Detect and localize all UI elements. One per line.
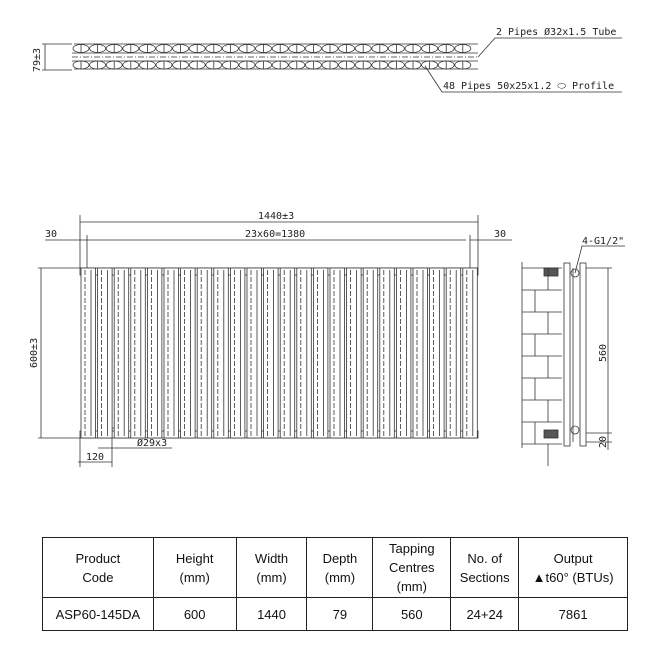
radiator-section (363, 268, 378, 438)
table-cell: 24+24 (451, 598, 519, 631)
side-bottom-dimension: 20 (598, 435, 609, 448)
radiator-section (463, 268, 478, 438)
connection-label: 4-G1/2" (582, 236, 625, 247)
column-header: Product Code (43, 538, 154, 598)
radiator-section (347, 268, 362, 438)
column-header: Tapping Centres (mm) (373, 538, 451, 598)
radiator-section (430, 268, 445, 438)
radiator-section (230, 268, 245, 438)
radiator-section (264, 268, 279, 438)
radiator-section (396, 268, 411, 438)
radiator-section (313, 268, 328, 438)
pitch-dimension: 23x60=1380 (245, 229, 306, 240)
radiator-section (297, 268, 312, 438)
tapping-dimension: 560 (598, 343, 609, 362)
table-header-row (43, 538, 628, 598)
radiator-section (280, 268, 295, 438)
column-header: Width (mm) (236, 538, 307, 598)
radiator-section (330, 268, 345, 438)
radiator-section (413, 268, 428, 438)
table-cell: 560 (373, 598, 451, 631)
radiator-section (114, 268, 129, 438)
radiator-section (247, 268, 262, 438)
radiator-section (81, 268, 96, 438)
height-dimension: 600±3 (29, 337, 40, 368)
tube-label: 2 Pipes Ø32x1.5 Tube (496, 27, 617, 38)
profile-label: 48 Pipes 50x25x1.2 ⬭ Profile (443, 81, 615, 92)
depth-dimension: 79±3 (32, 47, 43, 72)
column-header: Output ▲t60° (BTUs) (519, 538, 628, 598)
table-cell: ASP60-145DA (43, 598, 154, 631)
radiator-section (197, 268, 212, 438)
radiator-section (98, 268, 113, 438)
right-offset-dimension: 30 (494, 229, 507, 240)
table-row (43, 598, 628, 631)
left-offset-dimension: 30 (45, 229, 58, 240)
pipe-dimension: Ø29x3 (137, 438, 168, 449)
table-cell: 1440 (236, 598, 307, 631)
radiator-section (446, 268, 461, 438)
radiator-section (181, 268, 196, 438)
width-dimension: 1440±3 (258, 211, 295, 222)
table-cell: 79 (307, 598, 373, 631)
bottom-offset-dimension: 120 (86, 452, 105, 463)
column-header: No. of Sections (451, 538, 519, 598)
spec-table (42, 537, 628, 631)
radiator-section (147, 268, 162, 438)
front-view (38, 215, 512, 467)
radiator-section (380, 268, 395, 438)
radiator-section (164, 268, 179, 438)
radiator-section (214, 268, 229, 438)
table-cell: 7861 (519, 598, 628, 631)
radiator-section (131, 268, 146, 438)
column-header: Depth (mm) (307, 538, 373, 598)
table-cell: 600 (153, 598, 236, 631)
column-header: Height (mm) (153, 538, 236, 598)
side-view (522, 246, 625, 466)
